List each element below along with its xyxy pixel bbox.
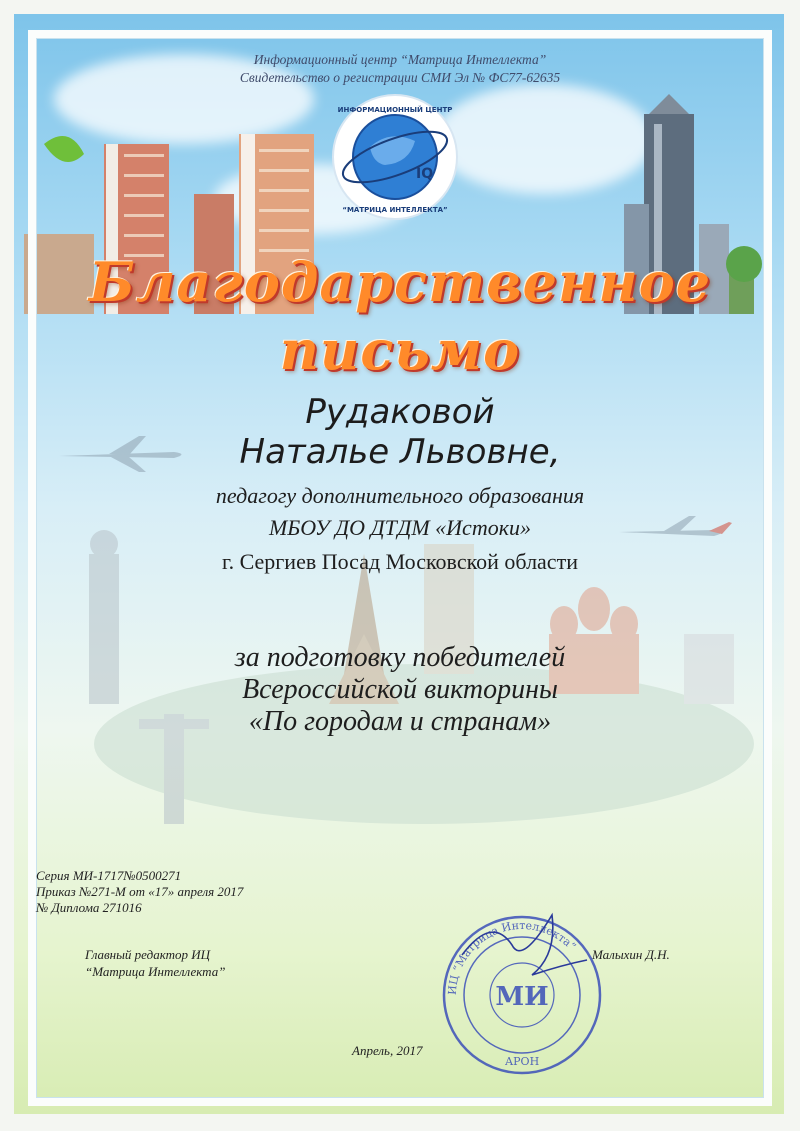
recipient-given-name: Наталье Львовне, [239,432,561,472]
iq-logo-icon [330,92,460,222]
reason-line-3: «По городам и странам» [248,706,552,737]
recipient-city: г. Сергиев Посад Московской области [222,549,578,574]
recipient-school: МБОУ ДО ДТДМ «Истоки» [268,515,532,540]
recipient-surname: Рудаковой [305,392,495,432]
signature-title-line-1: Главный редактор ИЦ [85,947,211,962]
logo-badge-text: IQ [416,166,434,182]
signature-name: Малыхин Д.Н. [592,947,670,962]
title-line-1: Благодарственное [88,250,712,314]
details-order: Приказ №271-М от «17» апреля 2017 [36,884,244,899]
details-series: Серия МИ-1717№0500271 [36,868,182,883]
recipient-position: педагогу дополнительного образования [215,483,585,508]
signature-title-line-2: “Матрица Интеллекта” [85,964,226,979]
stamp-bottom-text: АРОН [504,1055,540,1068]
logo-bottom-text: “МАТРИЦА ИНТЕЛЛЕКТА” [342,206,448,214]
details-diploma: № Диплома 271016 [36,900,142,915]
stamp-center-text: МИ [495,982,549,1012]
signature-title [85,946,225,980]
reason-line-2: Всероссийской викторины [242,674,558,705]
official-stamp-icon [432,905,612,1085]
logo-top-text: ИНФОРМАЦИОННЫЙ ЦЕНТР [337,106,453,114]
stamp-ring-text: ИЦ “Матрица Интеллекта” [445,918,579,996]
details-block [36,868,243,916]
reason-line-1: за подготовку победителей [234,642,566,673]
header-registration: Свидетельство о регистрации СМИ Эл № ФС77-62635 [239,70,561,85]
title-line-2: письмо [279,318,521,382]
header-organization: Информационный центр “Матрица Интеллекта” [253,52,547,67]
issue-date: Апрель, 2017 [352,1043,423,1058]
